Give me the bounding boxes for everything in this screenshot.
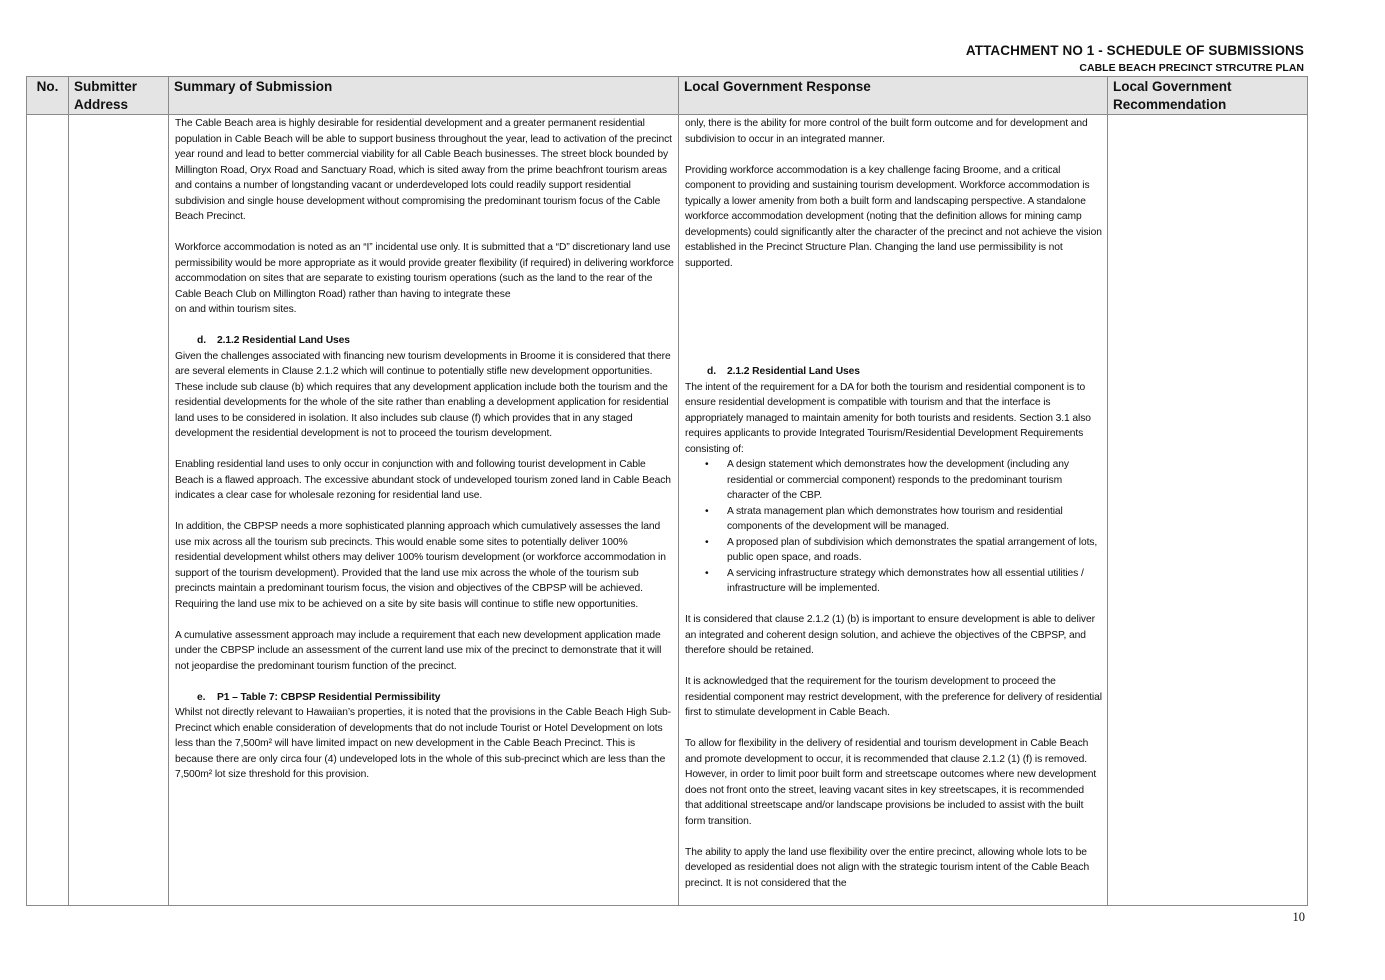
summary-paragraph: Whilst not directly relevant to Hawaiian’s properties, it is noted that the provisions in the Cable Beach High Sub-Precinct which enable consideration of developments that do not include Tourist or Hotel Development on lots less than the 7,500m² will have limited impact on new development in the Cable Beach Precinct. This is because there are only circa four (4) undeveloped lots in the whole of this sub-precinct which are less than the 7,500m² lot size threshold for this provision.	[175, 707, 671, 780]
summary-paragraph: The Cable Beach area is highly desirable for residential development and a greater permanent residential population in Cable Beach will be able to support business throughout the year, lead to activation of the precinct year round and lead to better commercial viability for all Cable Beach businesses. The street block bounded by Millington Road, Oryx Road and Sanctuary Road, which is sited away from the prime beachfront tourism areas and contains a number of longstanding vacant or underdeveloped lots could readily support residential subdivision and single house development without compromising the predominant tourism focus of the Cable Beach Precinct.	[175, 118, 672, 222]
list-item: • A strata management plan which demonstrates how tourism and residential components of the development will be managed.	[685, 504, 1103, 535]
column-header-recommendation: Local Government Recommendation	[1108, 77, 1308, 115]
attachment-title: ATTACHMENT NO 1 - SCHEDULE OF SUBMISSIONS	[965, 43, 1304, 58]
response-paragraph: It is acknowledged that the requirement for the tourism development to proceed the residential component may restrict development, with the preference for delivery of residential first to stimulate development in Cable Beach.	[685, 676, 1102, 718]
summary-paragraph: In addition, the CBPSP needs a more sophisticated planning approach which cumulatively assesses the land use mix across all the tourism sub precincts. This would enable some sites to potentially deliver 100% residential development whilst others may deliver 100% tourism development (or workforce accommodation in support of the tourism development). Provided that the land use mix across the whole of the tourism sub precincts maintain a predominant tourism focus, the vision and objectives of the CBPSP will be achieved. Requiring the land use mix to be achieved on a site by site basis will continue to stifle new opportunities.	[175, 521, 666, 610]
response-paragraph: To allow for flexibility in the delivery of residential and tourism development in Cable Beach and promote development to occur, it is recommended that clause 2.1.2 (1) (f) is removed. However, in order to limit poor built form and streetscape outcomes where new development does not front onto the street, leaving vacant sites in key streetscapes, it is recommended that additional streetscape and/or landscape provisions be included to assist with the built form transition.	[685, 738, 1097, 827]
response-subheading-d: d. 2.1.2 Residential Land Uses	[707, 366, 860, 377]
submissions-table	[26, 76, 1308, 906]
column-header-summary: Summary of Submission	[169, 77, 679, 115]
summary-paragraph: Workforce accommodation is noted as an “I” incidental use only. It is submitted that a “D” discretionary land use permissibility would be more appropriate as it would provide greater flexibility (if required) in delivering workforce accommodation on sites that are separate to existing tourism operations (such as the land to the rear of the Cable Beach Club on Millington Road) rather than having to integrate these	[175, 242, 674, 300]
table-row	[27, 115, 1308, 906]
summary-paragraph: A cumulative assessment approach may include a requirement that each new development application made under the CBPSP include an assessment of the current land use mix of the precinct to demonstrate that it will not jeopardise the predominant tourism function of the precinct.	[175, 629, 662, 672]
column-header-submitter: Submitter Address	[69, 77, 169, 115]
response-paragraph: It is considered that clause 2.1.2 (1) (b) is important to ensure development is able to deliver an integrated and coherent design solution, and achieve the objectives of the CBPSP, and therefore should be retained.	[685, 614, 1095, 656]
summary-paragraph: on and within tourism sites.	[175, 304, 297, 315]
cell-summary	[169, 115, 679, 906]
list-item: • A design statement which demonstrates how the development (including any residential or commercial component) responds to the predominant tourism character of the CBP.	[685, 457, 1103, 504]
cell-response	[679, 115, 1108, 906]
list-item: • A servicing infrastructure strategy which demonstrates how all essential utilities / infrastructure will be implemented.	[685, 566, 1103, 597]
page-number: 10	[1292, 910, 1305, 924]
table-header-row	[27, 77, 1308, 115]
summary-subheading-d: d. 2.1.2 Residential Land Uses	[197, 335, 350, 346]
summary-paragraph: Given the challenges associated with financing new tourism developments in Broome it is considered that there are several elements in Clause 2.1.2 which will continue to potentially stifle new development opportunities. These include sub clause (b) which requires that any development application include both the tourism and the residential developments for the whole of the site rather than enabling a development application for residential land uses to be considered in isolation. It also includes sub clause (f) which provides that in any staged development the residential development is not to proceed the tourism development.	[175, 350, 671, 439]
list-item: • A proposed plan of subdivision which demonstrates the spatial arrangement of lots, public open space, and roads.	[685, 535, 1103, 566]
requirements-list	[685, 457, 1103, 597]
cell-submitter	[69, 115, 169, 906]
response-paragraph: The ability to apply the land use flexibility over the entire precinct, allowing whole lots to be developed as residential does not align with the strategic tourism intent of the Cable Beach precinct. It is not considered that the	[685, 846, 1090, 889]
response-paragraph: Providing workforce accommodation is a key challenge facing Broome, and a critical component to providing and sustaining tourism development. Workforce accommodation is typically a lower amenity from both a built form and landscaping perspective. A standalone workforce accommodation development (noting that the definition allows for mining camp developments) could significantly alter the character of the precinct and not achieve the vision established in the Precinct Structure Plan. Changing the land use permissibility is not supported.	[685, 164, 1102, 269]
summary-subheading-e: e. P1 – Table 7: CBPSP Residential Permissibility	[197, 691, 441, 703]
column-header-no: No.	[27, 77, 69, 115]
document-subtitle: CABLE BEACH PRECINCT STRCUTRE PLAN	[1079, 62, 1304, 74]
cell-recommendation	[1108, 115, 1308, 906]
cell-no	[27, 115, 69, 906]
column-header-response: Local Government Response	[679, 77, 1108, 115]
response-paragraph: only, there is the ability for more control of the built form outcome and for development and subdivision to occur in an integrated manner.	[685, 118, 1088, 145]
summary-paragraph: Enabling residential land uses to only occur in conjunction with and following tourist development in Cable Beach is a flawed approach. The excessive abundant stock of undeveloped tourism zoned land in Cable Beach indicates a clear case for wholesale rezoning for residential land use.	[175, 459, 671, 501]
response-paragraph: The intent of the requirement for a DA for both the tourism and residential component is to ensure residential development is compatible with tourism and that the interface is appropriately managed to maintain amenity for both tourists and residents. Section 3.1 also requires applicants to provide Integrated Tourism/Residential Development Requirements consisting of:	[685, 381, 1091, 455]
